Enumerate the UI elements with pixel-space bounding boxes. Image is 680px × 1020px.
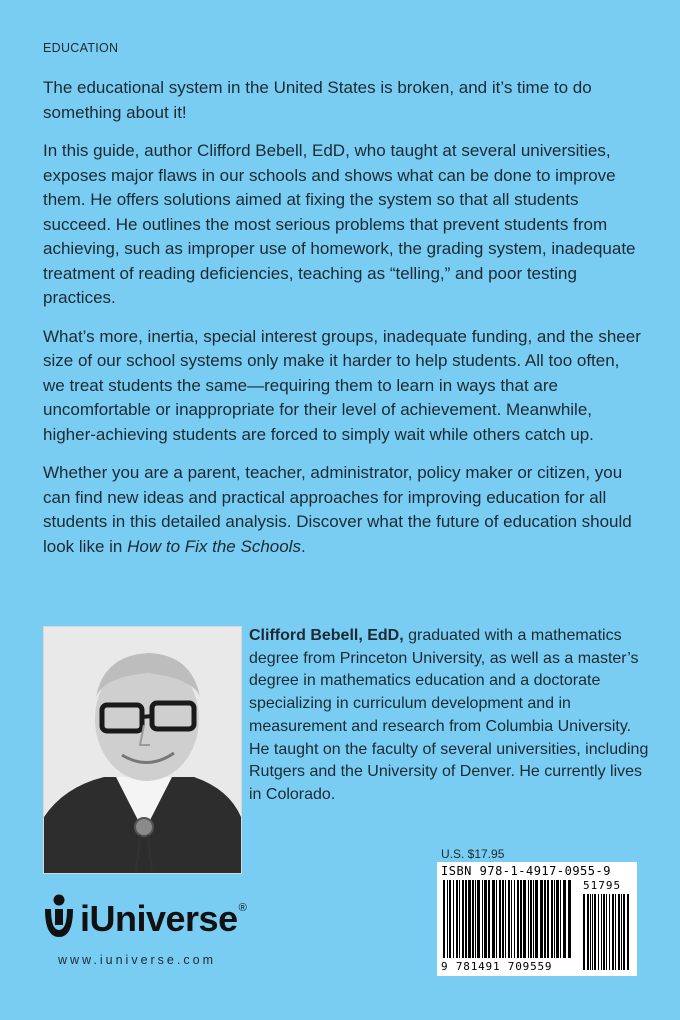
- barcode-bar: [482, 880, 483, 958]
- barcode-bar: [472, 880, 474, 958]
- trademark-symbol: ®: [238, 902, 247, 914]
- barcode-bar: [563, 880, 566, 958]
- barcode-addon-bar: [618, 894, 620, 970]
- barcode-bar: [492, 880, 495, 958]
- barcode-bar: [443, 880, 445, 958]
- barcode-bar: [505, 880, 506, 958]
- barcode-addon-bar: [612, 894, 614, 970]
- barcode-bar: [453, 880, 454, 958]
- barcode-bar: [551, 880, 553, 958]
- barcode-bar: [533, 880, 534, 958]
- barcode-bar: [530, 880, 532, 958]
- publisher-logo: [80, 898, 246, 940]
- description-paragraph-4-text: Whether you are a parent, teacher, administrator, policy maker or citizen, you can find new ideas and practical approaches for improving education for all students in this detailed analysis. Discover what the future of education should look like in: [43, 463, 632, 556]
- barcode-bar: [520, 880, 522, 958]
- barcode-bar: [459, 880, 460, 958]
- author-name: Clifford Bebell, EdD,: [249, 627, 404, 644]
- publisher-name: iUniverse: [80, 898, 238, 939]
- barcode-bar: [523, 880, 526, 958]
- barcode-bar: [560, 880, 561, 958]
- barcode-bar: [465, 880, 467, 958]
- barcode-bar: [477, 880, 480, 958]
- isbn-number: ISBN 978-1-4917-0955-9: [441, 864, 611, 878]
- description-paragraph-2: In this guide, author Clifford Bebell, EdD, who taught at several universities, exposes major flaws in our schools and shows what can be done to improve them. He offers solutions aimed at fixing the system so that all students succeed. He outlines the most serious problems that prevent students from achieving, such as improper use of homework, the grading system, inadequate treatment of reading deficiencies, teaching as “telling,” and poor testing practices.: [43, 141, 636, 307]
- author-bio: [249, 625, 649, 807]
- barcode-bar: [508, 880, 510, 958]
- barcode-addon-bar: [592, 894, 593, 970]
- barcode-addon-digits: 51795: [583, 879, 622, 892]
- barcode-addon-bar: [606, 894, 607, 970]
- barcode-bar: [449, 880, 451, 958]
- description-paragraph-4: [43, 461, 643, 559]
- author-bio-text: graduated with a mathematics degree from Princeton University, as well as a master’s degree in mathematics education and a doctorate specializing in curriculum development and in measurement and research from Columbia University. He taught on the faculty of several universities, including Rutgers and the University of Denver. He currently lives in Colorado.: [249, 627, 649, 803]
- barcode-addon-bar: [627, 894, 629, 970]
- barcode-bar: [502, 880, 504, 958]
- description-paragraph-3: What’s more, inertia, special interest groups, inadequate funding, and the sheer size of our school systems only make it harder to help students. All too often, we treat students the same—requiring them to learn in ways that are uncomfortable or inappropriate for their level of achievement. Meanwhile, higher-achieving students are forced to simply wait while others catch up.: [43, 326, 641, 444]
- barcode-bar: [547, 880, 549, 958]
- barcode-bar: [462, 880, 464, 958]
- barcode-bar: [568, 880, 571, 958]
- category-label: EDUCATION: [43, 41, 119, 55]
- barcode-bar: [484, 880, 487, 958]
- book-description: [43, 76, 643, 573]
- barcode-addon-bar: [594, 894, 596, 970]
- barcode-addon-bar: [583, 894, 585, 970]
- description-paragraph-4-end: .: [300, 536, 306, 556]
- barcode-addon-bar: [590, 894, 591, 970]
- author-portrait-illustration: [44, 627, 241, 873]
- book-title: How to Fix the Schools: [127, 536, 301, 556]
- barcode-bar: [514, 880, 515, 958]
- barcode-bar: [496, 880, 497, 958]
- barcode-bar: [517, 880, 519, 958]
- barcode-addon-bar: [601, 894, 602, 970]
- barcode-bar: [488, 880, 490, 958]
- barcode-addon-bar: [598, 894, 599, 970]
- barcode-bar: [544, 880, 546, 958]
- barcode-bar: [499, 880, 501, 958]
- barcode-addon-bar: [623, 894, 625, 970]
- author-photo: [43, 626, 242, 874]
- barcode-bar: [554, 880, 555, 958]
- barcode-bar: [475, 880, 476, 958]
- barcode-bar: [511, 880, 512, 958]
- barcode-bar: [456, 880, 458, 958]
- description-paragraph-1: The educational system in the United States is broken, and it’s time to do something about it!: [43, 78, 592, 122]
- barcode-addon-bar: [615, 894, 616, 970]
- barcode-ean-digits: 9 781491 709559: [441, 960, 553, 973]
- publisher-url[interactable]: www.iuniverse.com: [58, 953, 216, 967]
- isbn-barcode: [437, 862, 637, 976]
- barcode-bar: [540, 880, 543, 958]
- barcode-addon-bar: [621, 894, 622, 970]
- barcode-addon-bar: [603, 894, 605, 970]
- barcode-addon-bar: [609, 894, 610, 970]
- barcode-bar: [535, 880, 538, 958]
- barcode-bar: [468, 880, 471, 958]
- iuniverse-logo-icon: [42, 893, 76, 941]
- barcode-bar: [528, 880, 529, 958]
- barcode-addon-bar: [587, 894, 589, 970]
- barcode-bar: [556, 880, 559, 958]
- barcode-bar: [447, 880, 448, 958]
- price-label: U.S. $17.95: [441, 847, 505, 861]
